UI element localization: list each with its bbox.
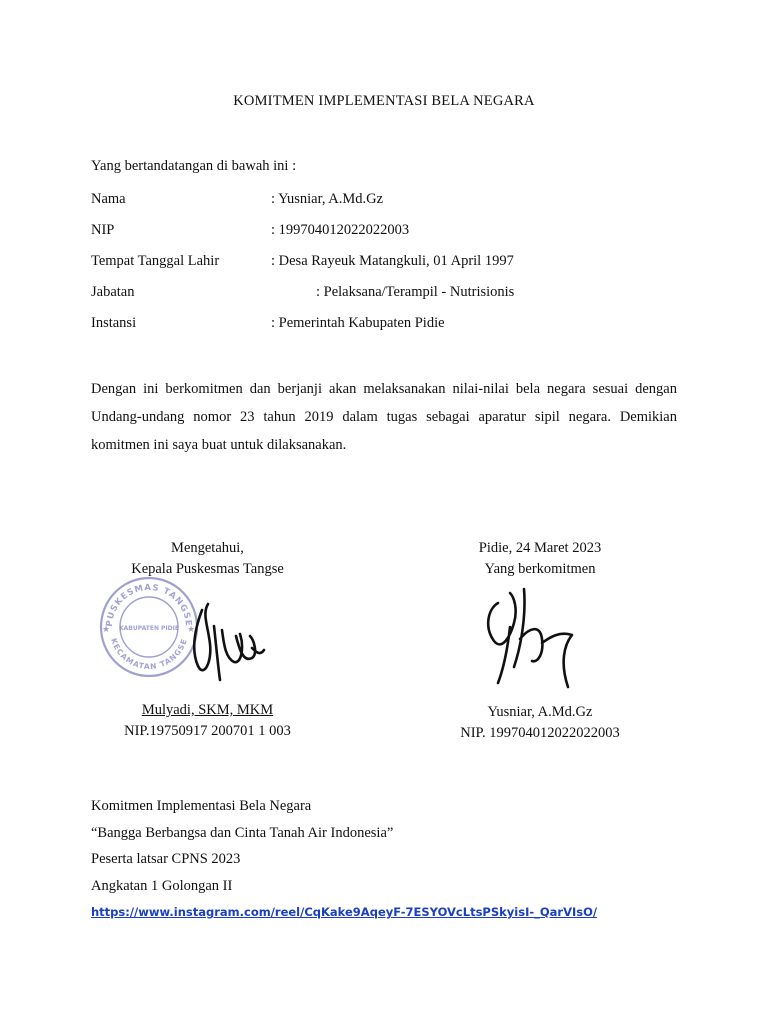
field-value-jabatan: : Pelaksana/Terampil - Nutrisionis [316,284,515,300]
signature-name-right-block [430,702,650,744]
sig-left-line1: Mengetahui, [171,540,244,556]
svg-text:★: ★ [102,625,111,635]
svg-text:★: ★ [187,625,196,635]
document-footer [91,793,597,926]
footer-line-1: Komitmen Implementasi Bela Negara [91,798,312,814]
signature-name-left-block [95,700,320,742]
field-value-nama: : Yusniar, A.Md.Gz [271,191,384,207]
official-stamp-icon [98,572,200,678]
statement-paragraph [91,375,677,459]
sig-right-line1: Pidie, 24 Maret 2023 [478,540,602,556]
document-title: KOMITMEN IMPLEMENTASI BELA NEGARA [233,93,535,109]
sig-right-nip: NIP. 199704012022022003 [460,725,620,741]
sig-left-line2: Kepala Puskesmas Tangse [131,561,284,577]
sig-left-nip: NIP.19750917 200701 1 003 [124,723,291,739]
signature-yusniar-icon [480,583,580,691]
instagram-link[interactable]: https://www.instagram.com/reel/CqKake9AqeyF-7ESYOVcLtsPSkyisI-_QarVIsO/ [91,905,598,919]
footer-line-3: Peserta latsar CPNS 2023 [91,851,241,867]
stamp-center-text: KABUPATEN PIDIE [118,625,180,632]
stamp-top-text: PUSKESMAS TANGSE [104,582,194,628]
sig-right-line2: Yang berkomitmen [484,561,596,577]
field-value-instansi: : Pemerintah Kabupaten Pidie [271,315,445,331]
field-label-nip: NIP [91,222,115,238]
stamp-bottom-text: KECAMATAN TANGSE [109,637,189,672]
field-value-nip: : 199704012022022003 [271,222,410,238]
field-value-ttl: : Desa Rayeuk Matangkuli, 01 April 1997 [271,253,514,269]
sig-right-name: Yusniar, A.Md.Gz [487,704,593,720]
signature-mulyadi-icon [188,596,266,682]
footer-line-2: “Bangga Berbangsa dan Cinta Tanah Air Indonesia” [91,824,394,841]
footer-line-4: Angkatan 1 Golongan II [91,877,233,894]
signature-block-right [430,538,650,580]
statement-text: Dengan ini berkomitmen dan berjanji akan melaksanakan nilai-nilai bela negara sesuai dengan Undang-undang nomor 23 tahun 2019 dalam tugas sebagai aparatur sipil negara. Demikian komitmen ini saya buat untuk dilaksanakan. [91,381,677,453]
intro-text: Yang bertandatangan di bawah ini : [91,158,297,174]
field-label-nama: Nama [91,191,126,207]
field-label-jabatan: Jabatan [91,284,135,300]
field-label-instansi: Instansi [91,315,137,331]
sig-left-name: Mulyadi, SKM, MKM [141,702,274,718]
field-label-ttl: Tempat Tanggal Lahir [91,253,220,269]
